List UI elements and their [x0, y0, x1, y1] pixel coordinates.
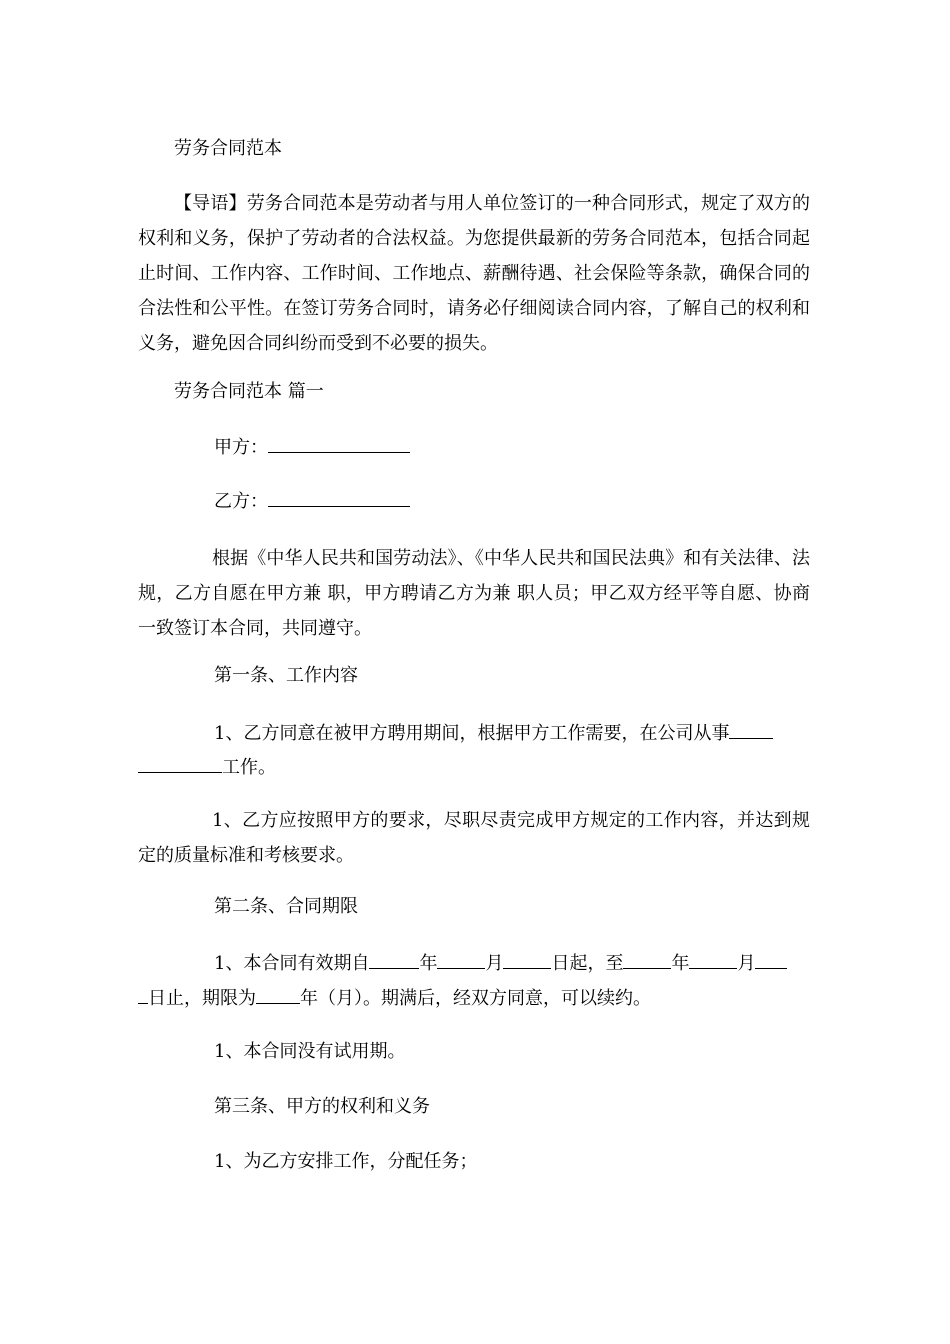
article1-item1-line2 — [138, 756, 276, 779]
article1-item1-blank-a — [729, 722, 773, 739]
article1-item1-suffix: 工作。 — [222, 757, 276, 778]
article3-heading: 第三条、甲方的权利和义务 — [214, 1096, 430, 1117]
end-day-blank-b — [138, 987, 148, 1004]
party-a-label: 甲方： — [214, 437, 268, 458]
party-b-label: 乙方： — [214, 491, 268, 512]
term-text-end: 年（月）。期满后，经双方同意，可以续约。 — [300, 988, 651, 1009]
party-b-blank — [268, 490, 410, 507]
term-month-label: 月 — [485, 953, 504, 974]
term-end-year-label: 年 — [671, 953, 690, 974]
article2-heading: 第二条、合同期限 — [214, 896, 358, 917]
article1-item1-line1 — [214, 722, 773, 745]
term-year-label: 年 — [419, 953, 438, 974]
document-title: 劳务合同范本 — [174, 138, 282, 159]
term-end-month-label: 月 — [737, 953, 756, 974]
duration-blank — [256, 987, 300, 1004]
term-text-start: 1、本合同有效期自 — [214, 953, 370, 974]
article3-item1: 1、为乙方安排工作，分配任务； — [214, 1151, 478, 1172]
article1-item1-text: 1、乙方同意在被甲方聘用期间，根据甲方工作需要，在公司从事 — [214, 723, 730, 744]
article1-item1-blank-b — [138, 756, 222, 773]
article2-item1-line2 — [138, 987, 651, 1010]
start-month-blank — [437, 952, 485, 969]
end-day-blank-a — [755, 952, 787, 969]
article2-item2: 1、本合同没有试用期。 — [214, 1041, 406, 1062]
start-year-blank — [369, 952, 419, 969]
intro-paragraph: 【导语】劳务合同范本是劳动者与用人单位签订的一种合同形式，规定了双方的权利和义务，保护了劳动者的合法权益。为您提供最新的劳务合同范本，包括合同起止时间、工作内容、工作时间、工作地点、薪酬待遇、社会保险等条款，确保合同的合法性和公平性。在签订劳务合同时，请务必仔细阅读合同内容，了解自己的权利和义务，避免因合同纠纷而受到不必要的损失。 — [138, 193, 810, 354]
start-day-blank — [503, 952, 551, 969]
term-text-to: 日起，至 — [551, 953, 624, 974]
party-a-blank — [268, 436, 410, 453]
end-year-blank — [623, 952, 671, 969]
article1-item2-paragraph: 1、乙方应按照甲方的要求，尽职尽责完成甲方规定的工作内容，并达到规定的质量标准和考核要求。 — [138, 810, 810, 866]
preamble-paragraph: 根据《中华人民共和国劳动法》、《中华人民共和国民法典》和有关法律、法规，乙方自愿在甲方兼 职，甲方聘请乙方为兼 职人员；甲乙双方经平等自愿、协商一致签订本合同，共同遵守。 — [138, 548, 810, 639]
term-text-duration: 日止，期限为 — [148, 988, 256, 1009]
article2-item1-line1 — [214, 952, 787, 975]
party-b-line — [214, 490, 410, 513]
article1-heading: 第一条、工作内容 — [214, 665, 358, 686]
section-heading: 劳务合同范本 篇一 — [174, 381, 324, 402]
end-month-blank — [689, 952, 737, 969]
party-a-line — [214, 436, 410, 459]
document-page — [138, 0, 818, 1344]
